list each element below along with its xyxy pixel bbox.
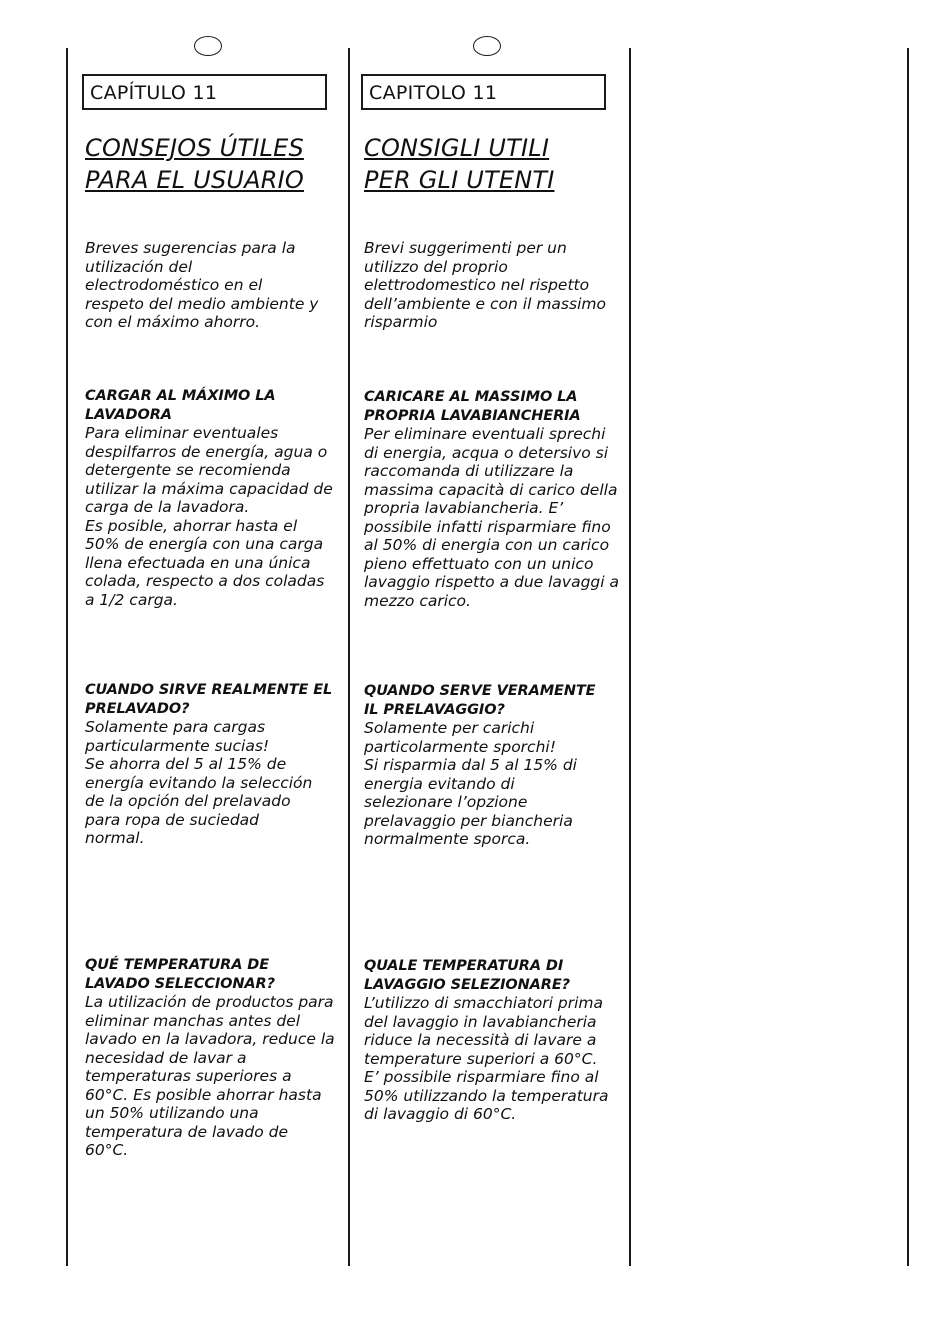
section-paragraph: La utilización de productos para eliminar manchas antes del lavado en la lavadora, reduce la necesidad de lavar a temperaturas superiores a 60°C. Es posible ahorrar hasta un 50% utilizando una temperatura de lavado de 60°C. — [85, 993, 335, 1159]
column-rule-far-right — [907, 48, 909, 1266]
page-title — [85, 132, 304, 196]
section-temperature — [85, 956, 347, 1160]
language-marker-icon — [194, 36, 222, 56]
section-heading: CARGAR AL MÁXIMO LA LAVADORA — [85, 388, 276, 423]
section-prewash — [364, 682, 626, 849]
chapter-label: CAPÍTULO 11 — [82, 74, 327, 110]
section-heading: QUALE TEMPERATURA DI LAVAGGIO SELEZIONARE? — [364, 958, 570, 993]
section-body — [364, 425, 620, 610]
section-prewash — [85, 681, 347, 848]
section-paragraph: Es posible, ahorrar hasta el 50% de energía con una carga llena efectuada en una única colada, respecto a dos coladas a 1/2 carga. — [85, 516, 325, 609]
section-paragraph: Solamente para cargas particularmente sucias! — [85, 718, 270, 755]
section-paragraph: L’utilizzo di smacchiatori prima del lavaggio in lavabiancheria riduce la necessità di lavare a temperature superiori a 60°C. E’ possibile risparmiare fino al 50% utilizzando la temperatura di lavaggio di 60°C. — [364, 994, 609, 1123]
section-paragraph: Para eliminar eventuales despilfarros de energía, agua o detergente se recomienda utilizar la máxima capacidad de carga de la lavadora. — [85, 424, 333, 516]
section-body — [85, 718, 317, 848]
intro-paragraph: Brevi suggerimenti per un utilizzo del proprio elettrodomestico nel rispetto dell’ambiente e con il massimo risparmio — [364, 239, 606, 332]
section-paragraph: Solamente per carichi particolarmente sporchi! — [364, 719, 556, 756]
section-body — [364, 994, 616, 1124]
section-paragraph: Per eliminare eventuali sprechi di energia, acqua o detersivo si raccomanda di utilizzare la massima capacità di carico della propria lavabiancheria. E’ possibile infatti risparmiare fino al 50% di energia con un carico pieno effettuato con un unico lavaggio rispetto a due lavaggi a mezzo carico. — [364, 425, 620, 610]
section-full-load — [364, 388, 626, 610]
title-line: PER GLI UTENTI — [364, 166, 555, 194]
section-body — [364, 719, 594, 849]
title-line: PARA EL USUARIO — [85, 166, 305, 194]
title-line: CONSIGLI UTILI — [364, 134, 550, 162]
section-body — [85, 424, 333, 609]
section-heading: CUANDO SIRVE REALMENTE EL PRELAVADO? — [85, 682, 333, 717]
section-body — [85, 993, 335, 1160]
page-title — [364, 132, 555, 196]
column-rule-left — [66, 48, 68, 1266]
section-paragraph: Si risparmia dal 5 al 15% di energia evitando di selezionare l’opzione prelavaggio per biancheria normalmente sporca. — [364, 756, 577, 848]
chapter-label: CAPITOLO 11 — [361, 74, 606, 110]
intro-paragraph: Breves sugerencias para la utilización del electrodoméstico en el respeto del medio ambiente y con el máximo ahorro. — [85, 239, 319, 332]
section-full-load — [85, 387, 347, 609]
section-heading: QUÉ TEMPERATURA DE LAVADO SELECCIONAR? — [85, 957, 275, 992]
title-line: CONSEJOS ÚTILES — [85, 134, 304, 162]
section-heading: CARICARE AL MASSIMO LA PROPRIA LAVABIANCHERIA — [364, 389, 581, 424]
language-marker-icon — [473, 36, 501, 56]
section-heading: QUANDO SERVE VERAMENTE IL PRELAVAGGIO? — [364, 683, 596, 718]
section-paragraph: Se ahorra del 5 al 15% de energía evitando la selección de la opción del prelavado para ropa de suciedad normal. — [85, 755, 313, 847]
column-rule-middle — [348, 48, 350, 1266]
column-rule-right — [629, 48, 631, 1266]
section-temperature — [364, 957, 626, 1124]
